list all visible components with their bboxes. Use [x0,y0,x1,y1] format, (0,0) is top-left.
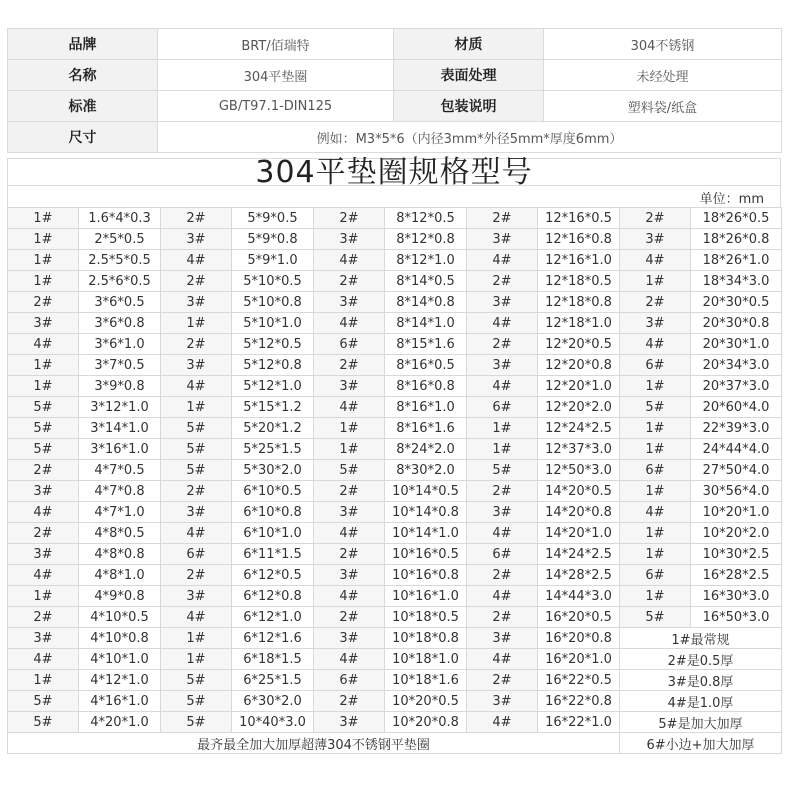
type-note: 3#是0.8厚 [620,670,782,691]
size-cell: 5*10*1.0 [232,313,314,334]
size-cell: 6*12*1.6 [232,628,314,649]
spec-row [8,607,782,628]
type-cell: 1# [620,544,691,565]
type-cell: 6# [467,544,538,565]
size-cell: 4*10*0.5 [79,607,161,628]
type-cell: 4# [161,607,232,628]
type-cell: 6# [467,397,538,418]
size-cell: 4*8*0.5 [79,523,161,544]
size-cell: 10*18*1.6 [385,670,467,691]
size-cell: 8*16*0.8 [385,376,467,397]
size-cell: 14*20*0.8 [538,502,620,523]
size-cell: 6*10*1.0 [232,523,314,544]
type-note: 5#是加大加厚 [620,712,782,733]
type-cell: 1# [620,481,691,502]
size-cell: 20*37*3.0 [691,376,782,397]
type-cell: 1# [161,313,232,334]
type-cell: 1# [8,229,79,250]
type-cell: 3# [8,313,79,334]
unit-label: 单位：mm [699,192,764,207]
size-cell: 6*25*1.5 [232,670,314,691]
type-cell: 4# [314,523,385,544]
type-cell: 4# [8,502,79,523]
type-cell: 2# [161,208,232,229]
type-cell: 2# [161,565,232,586]
spec-row [8,628,782,649]
type-cell: 2# [314,355,385,376]
type-cell: 3# [467,229,538,250]
size-cell: 4*7*0.5 [79,460,161,481]
info-row [8,122,782,153]
type-cell: 4# [467,586,538,607]
type-cell: 2# [161,334,232,355]
size-cell: 16*50*3.0 [691,607,782,628]
type-cell: 2# [467,271,538,292]
size-cell: 27*50*4.0 [691,460,782,481]
type-cell: 1# [8,376,79,397]
size-cell: 5*15*1.2 [232,397,314,418]
size-cell: 20*60*4.0 [691,397,782,418]
type-cell: 1# [620,376,691,397]
type-cell: 1# [8,670,79,691]
type-cell: 2# [314,544,385,565]
type-cell: 1# [161,649,232,670]
size-cell: 6*11*1.5 [232,544,314,565]
size-cell: 14*20*0.5 [538,481,620,502]
size-cell: 4*7*0.8 [79,481,161,502]
type-cell: 1# [314,439,385,460]
info-value: BRT/佰瑞特 [158,29,394,60]
size-cell: 1.6*4*0.3 [79,208,161,229]
type-cell: 2# [161,271,232,292]
spec-row [8,502,782,523]
size-cell: 8*15*1.6 [385,334,467,355]
spec-row [8,439,782,460]
type-cell: 1# [314,418,385,439]
type-note: 4#是1.0厚 [620,691,782,712]
type-cell: 3# [314,712,385,733]
size-cell: 6*18*1.5 [232,649,314,670]
type-cell: 2# [314,481,385,502]
size-cell: 8*12*1.0 [385,250,467,271]
size-cell: 2.5*5*0.5 [79,250,161,271]
size-cell: 16*20*0.8 [538,628,620,649]
type-cell: 1# [620,271,691,292]
info-label: 包装说明 [394,91,544,122]
size-cell: 8*16*1.0 [385,397,467,418]
size-cell: 12*18*1.0 [538,313,620,334]
size-cell: 12*18*0.8 [538,292,620,313]
type-cell: 1# [8,208,79,229]
type-cell: 5# [161,691,232,712]
size-cell: 10*20*1.0 [691,502,782,523]
size-cell: 4*10*1.0 [79,649,161,670]
type-cell: 6# [620,460,691,481]
type-cell: 4# [314,397,385,418]
type-cell: 5# [8,712,79,733]
type-cell: 3# [620,229,691,250]
type-cell: 2# [8,607,79,628]
size-cell: 8*16*1.6 [385,418,467,439]
type-cell: 2# [314,271,385,292]
type-cell: 5# [161,712,232,733]
size-cell: 3*12*1.0 [79,397,161,418]
type-cell: 5# [620,607,691,628]
type-cell: 2# [314,208,385,229]
spec-row [8,229,782,250]
type-cell: 3# [8,628,79,649]
type-cell: 5# [8,439,79,460]
size-cell: 16*22*1.0 [538,712,620,733]
size-cell: 12*20*0.8 [538,355,620,376]
size-cell: 10*40*3.0 [232,712,314,733]
type-note: 1#最常规 [620,628,782,649]
type-cell: 2# [314,691,385,712]
size-cell: 8*14*0.8 [385,292,467,313]
spec-row [8,649,782,670]
spec-row [8,481,782,502]
type-cell: 2# [620,208,691,229]
type-cell: 2# [467,208,538,229]
spec-row [8,523,782,544]
type-cell: 5# [314,460,385,481]
type-cell: 1# [8,355,79,376]
size-cell: 12*37*3.0 [538,439,620,460]
type-cell: 4# [161,250,232,271]
type-cell: 1# [8,586,79,607]
info-label: 标准 [8,91,158,122]
size-cell: 14*24*2.5 [538,544,620,565]
size-cell: 18*34*3.0 [691,271,782,292]
size-cell: 8*12*0.5 [385,208,467,229]
info-value: 未经处理 [544,60,782,91]
footer-note: 6#小边+加大加厚 [620,733,782,754]
info-label: 表面处理 [394,60,544,91]
spec-row [8,376,782,397]
size-cell: 5*9*0.5 [232,208,314,229]
type-cell: 3# [467,292,538,313]
type-cell: 4# [8,649,79,670]
size-cell: 8*16*0.5 [385,355,467,376]
info-row [8,91,782,122]
type-cell: 1# [8,250,79,271]
type-cell: 4# [161,376,232,397]
size-cell: 6*12*0.8 [232,586,314,607]
size-cell: 10*18*0.5 [385,607,467,628]
size-cell: 5*30*2.0 [232,460,314,481]
size-cell: 16*22*0.8 [538,691,620,712]
type-cell: 5# [161,460,232,481]
spec-row [8,271,782,292]
size-cell: 22*39*3.0 [691,418,782,439]
type-cell: 4# [620,334,691,355]
size-cell: 8*12*0.8 [385,229,467,250]
type-cell: 2# [314,607,385,628]
spec-row [8,250,782,271]
spec-row [8,586,782,607]
info-label: 品牌 [8,29,158,60]
size-cell: 4*8*0.8 [79,544,161,565]
size-cell: 18*26*0.5 [691,208,782,229]
size-cell: 10*14*1.0 [385,523,467,544]
type-cell: 6# [161,544,232,565]
type-cell: 5# [8,418,79,439]
type-cell: 5# [8,691,79,712]
size-cell: 10*16*0.8 [385,565,467,586]
type-cell: 4# [8,334,79,355]
size-cell: 4*10*0.8 [79,628,161,649]
size-cell: 6*12*1.0 [232,607,314,628]
size-cell: 3*14*1.0 [79,418,161,439]
type-cell: 1# [161,628,232,649]
info-label: 名称 [8,60,158,91]
type-cell: 4# [620,502,691,523]
type-cell: 3# [161,229,232,250]
size-cell: 12*20*2.0 [538,397,620,418]
spec-row [8,712,782,733]
type-cell: 2# [467,565,538,586]
spec-table [7,207,782,754]
type-cell: 5# [161,670,232,691]
footer-text: 最齐最全加大加厚超薄304不锈钢平垫圈 [8,733,620,754]
spec-title-box [7,155,781,190]
size-cell: 4*12*1.0 [79,670,161,691]
size-cell: 5*10*0.8 [232,292,314,313]
type-cell: 5# [620,397,691,418]
size-cell: 20*30*0.5 [691,292,782,313]
size-cell: 10*18*0.8 [385,628,467,649]
size-cell: 12*20*1.0 [538,376,620,397]
type-cell: 2# [467,334,538,355]
size-cell: 16*20*0.5 [538,607,620,628]
type-cell: 3# [314,502,385,523]
spec-row [8,418,782,439]
size-cell: 10*30*2.5 [691,544,782,565]
spec-row [8,355,782,376]
type-cell: 2# [8,460,79,481]
type-cell: 5# [161,439,232,460]
size-cell: 10*16*1.0 [385,586,467,607]
size-cell: 14*44*3.0 [538,586,620,607]
type-cell: 3# [467,355,538,376]
type-cell: 3# [314,376,385,397]
type-cell: 1# [620,418,691,439]
info-value: GB/T97.1-DIN125 [158,91,394,122]
spec-row [8,670,782,691]
size-cell: 16*20*1.0 [538,649,620,670]
size-cell: 10*14*0.8 [385,502,467,523]
size-cell: 8*24*2.0 [385,439,467,460]
type-cell: 1# [8,271,79,292]
size-cell: 5*12*0.8 [232,355,314,376]
info-value: 塑料袋/纸盒 [544,91,782,122]
type-note: 2#是0.5厚 [620,649,782,670]
size-cell: 4*20*1.0 [79,712,161,733]
type-cell: 3# [161,355,232,376]
type-cell: 1# [620,523,691,544]
type-cell: 1# [620,439,691,460]
size-cell: 5*20*1.2 [232,418,314,439]
type-cell: 4# [467,313,538,334]
size-cell: 5*9*1.0 [232,250,314,271]
type-cell: 3# [467,691,538,712]
type-cell: 3# [467,502,538,523]
spec-title: 304平垫圈规格型号 [255,155,533,190]
size-cell: 4*7*1.0 [79,502,161,523]
type-cell: 6# [620,355,691,376]
type-cell: 4# [467,376,538,397]
info-value: 304不锈钢 [544,29,782,60]
type-cell: 5# [467,460,538,481]
size-cell: 12*24*2.5 [538,418,620,439]
size-cell: 24*44*4.0 [691,439,782,460]
type-cell: 2# [620,292,691,313]
size-cell: 10*18*1.0 [385,649,467,670]
type-cell: 2# [8,292,79,313]
type-cell: 3# [620,313,691,334]
type-cell: 4# [620,250,691,271]
type-cell: 1# [161,397,232,418]
type-cell: 4# [467,649,538,670]
size-cell: 10*20*0.8 [385,712,467,733]
size-cell: 4*8*1.0 [79,565,161,586]
size-cell: 8*30*2.0 [385,460,467,481]
info-label: 材质 [394,29,544,60]
type-cell: 6# [314,670,385,691]
type-cell: 1# [620,586,691,607]
size-cell: 5*12*1.0 [232,376,314,397]
spec-row [8,544,782,565]
size-cell: 5*10*0.5 [232,271,314,292]
type-cell: 4# [314,586,385,607]
size-cell: 16*22*0.5 [538,670,620,691]
size-cell: 12*16*0.5 [538,208,620,229]
spec-row [8,292,782,313]
type-cell: 3# [161,586,232,607]
size-cell: 16*28*2.5 [691,565,782,586]
size-cell: 10*14*0.5 [385,481,467,502]
type-cell: 6# [314,334,385,355]
product-info-table [7,28,782,153]
size-cell: 4*16*1.0 [79,691,161,712]
type-cell: 4# [8,565,79,586]
type-cell: 4# [161,523,232,544]
type-cell: 1# [467,439,538,460]
spec-row [8,397,782,418]
size-cell: 18*26*1.0 [691,250,782,271]
size-cell: 2*5*0.5 [79,229,161,250]
type-cell: 3# [161,502,232,523]
spec-row [8,691,782,712]
type-cell: 5# [8,397,79,418]
size-example: 例如：M3*5*6（内径3mm*外径5mm*厚度6mm） [158,122,782,153]
size-cell: 3*6*0.8 [79,313,161,334]
footer-row [8,733,782,754]
type-cell: 2# [467,670,538,691]
type-cell: 4# [467,523,538,544]
type-cell: 3# [8,481,79,502]
spec-row [8,313,782,334]
size-cell: 3*9*0.8 [79,376,161,397]
size-cell: 12*18*0.5 [538,271,620,292]
size-cell: 3*6*0.5 [79,292,161,313]
type-cell: 4# [314,250,385,271]
size-cell: 10*20*2.0 [691,523,782,544]
spec-row [8,460,782,481]
type-cell: 2# [467,481,538,502]
type-cell: 2# [8,523,79,544]
size-cell: 6*12*0.5 [232,565,314,586]
size-cell: 10*20*0.5 [385,691,467,712]
type-cell: 3# [314,628,385,649]
info-row [8,60,782,91]
size-cell: 5*25*1.5 [232,439,314,460]
size-cell: 3*16*1.0 [79,439,161,460]
type-cell: 3# [8,544,79,565]
type-cell: 2# [161,481,232,502]
info-value: 304平垫圈 [158,60,394,91]
spec-row [8,334,782,355]
size-cell: 6*10*0.8 [232,502,314,523]
type-cell: 3# [314,292,385,313]
size-cell: 20*34*3.0 [691,355,782,376]
unit-box [7,185,781,208]
type-cell: 4# [314,649,385,670]
info-row [8,29,782,60]
type-cell: 3# [314,565,385,586]
size-cell: 5*12*0.5 [232,334,314,355]
size-cell: 6*30*2.0 [232,691,314,712]
type-cell: 3# [467,628,538,649]
size-cell: 2.5*6*0.5 [79,271,161,292]
size-cell: 6*10*0.5 [232,481,314,502]
type-cell: 2# [467,607,538,628]
size-cell: 12*20*0.5 [538,334,620,355]
info-label: 尺寸 [8,122,158,153]
size-cell: 12*16*1.0 [538,250,620,271]
size-cell: 4*9*0.8 [79,586,161,607]
size-cell: 3*7*0.5 [79,355,161,376]
size-cell: 20*30*1.0 [691,334,782,355]
size-cell: 20*30*0.8 [691,313,782,334]
type-cell: 4# [467,250,538,271]
size-cell: 5*9*0.8 [232,229,314,250]
size-cell: 8*14*1.0 [385,313,467,334]
type-cell: 3# [161,292,232,313]
size-cell: 3*6*1.0 [79,334,161,355]
type-cell: 5# [161,418,232,439]
size-cell: 10*16*0.5 [385,544,467,565]
type-cell: 4# [467,712,538,733]
size-cell: 16*30*3.0 [691,586,782,607]
type-cell: 6# [620,565,691,586]
type-cell: 1# [467,418,538,439]
size-cell: 12*50*3.0 [538,460,620,481]
size-cell: 30*56*4.0 [691,481,782,502]
size-cell: 14*20*1.0 [538,523,620,544]
size-cell: 14*28*2.5 [538,565,620,586]
size-cell: 18*26*0.8 [691,229,782,250]
type-cell: 3# [314,229,385,250]
spec-row [8,565,782,586]
type-cell: 4# [314,313,385,334]
size-cell: 8*14*0.5 [385,271,467,292]
spec-row [8,208,782,229]
size-cell: 12*16*0.8 [538,229,620,250]
